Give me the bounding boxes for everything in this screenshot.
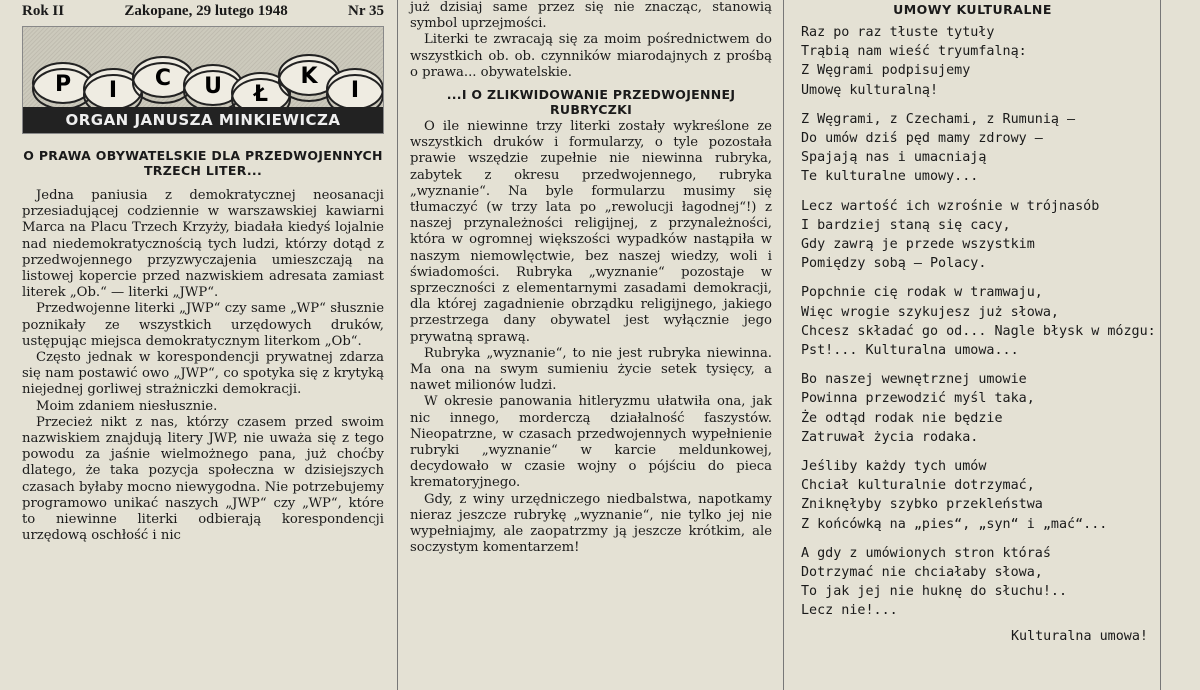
poem-line: Umowę kulturalną! <box>801 82 939 98</box>
poem-line: Więc wrogie szykujesz już słowa, <box>801 304 1059 320</box>
poem-line: Jeśliby każdy tych umów <box>801 459 987 475</box>
paragraph: Często jednak w korespondencji prywatnej zdarza się nam postawić owo „JWP“, co spotyka się z krytyką niejednej gorliwej strażniczki demokracji. <box>22 350 384 398</box>
title-letter: C <box>154 66 172 91</box>
paragraph: Przedwojenne literki „JWP“ czy same „WP“ słusznie poznikały ze wszystkich urzędowych druków, ustępując miejsca demokratycznym literkom „Ob“. <box>22 301 384 349</box>
paragraph: Literki te zwracają się za moim pośrednictwem do wszystkich ob. ob. czynników miarodajnych z prośbą o prawa... obywatelskie. <box>410 32 772 80</box>
poem-line: Te kulturalne umowy... <box>801 169 979 185</box>
paragraph: Moim zdaniem niesłusznie. <box>36 398 218 414</box>
poem-stanza <box>795 110 1150 187</box>
column-right <box>795 0 1156 646</box>
article-body <box>410 119 772 556</box>
issue-place-date: Zakopane, 29 lutego 1948 <box>124 3 288 19</box>
page-edge-rule <box>1160 0 1161 690</box>
paragraph: Jedna paniusia z demokratycznej neosanacji przesiadującej codziennie w warszawskiej kawiarni Marca na Placu Trzech Krzyży, biadała kiedyś lojalnie nad niedemokratycznością tych ludzi, którzy dotąd z przedwojennego przyzwyczajenia umieszczają na listowej kopercie przed nazwiskiem adresata zamiast literek „Ob.“ — literki „JWP“. <box>22 188 384 301</box>
column-rule <box>783 0 784 690</box>
issue-year: Rok II <box>22 3 65 19</box>
poem-line: Zniknęłyby szybko przekleństwa <box>801 497 1043 513</box>
title-letter: U <box>204 74 222 99</box>
poem-line: I bardziej staną się cacy, <box>801 217 1011 233</box>
poem-line: Spajają nas i umacniają <box>801 150 987 166</box>
masthead <box>22 26 384 134</box>
poem-line: Bo naszej wewnętrznej umowie <box>801 372 1027 388</box>
poem-stanza <box>795 457 1150 534</box>
poem-stanza <box>795 544 1150 621</box>
poem-line: Trąbią nam wieść tryumfalną: <box>801 44 1027 60</box>
poem-signature: Kulturalna umowa! <box>1010 628 1148 644</box>
poem <box>795 23 1156 621</box>
poem-stanza <box>795 197 1150 274</box>
poem-stanza <box>795 23 1150 100</box>
poem-line: Lecz wartość ich wzrośnie w trójnasób <box>801 198 1100 214</box>
poem-line: Z Węgrami podpisujemy <box>801 63 971 79</box>
poem-line: Z Węgrami, z Czechami, z Rumunią — <box>801 111 1076 127</box>
poem-line: Że odtąd rodak nie będzie <box>801 410 1003 426</box>
poem-line: To jak jej nie huknę do słuchu!.. <box>801 584 1068 600</box>
poem-line: Do umów dziś pęd mamy zdrowy — <box>801 131 1043 147</box>
title-letter: P <box>54 72 72 97</box>
title-letter: I <box>108 78 118 103</box>
title-letter: Ł <box>253 82 269 107</box>
poem-line: Chcesz składać go od... Nagle błysk w mózgu: <box>801 323 1156 339</box>
paragraph: W okresie panowania hitleryzmu ułatwiła ona, jak nic innego, morderczą działalność faszystów. Nieopatrzne, w czasach przedwojennych wypełnienie rubryki „wyznanie“ w karcie meldunkowej, decydowało w czasie wojny o pójściu do pieca krematoryjnego. <box>410 394 772 491</box>
poem-line: Z końcówką na „pies“, „syn“ i „mać“... <box>801 516 1108 532</box>
title-letter: I <box>350 78 360 103</box>
masthead-org-label: ORGAN JANUSZA MINKIEWICZA <box>23 107 383 133</box>
issue-number: Nr 35 <box>348 3 384 19</box>
poem-title: UMOWY KULTURALNE <box>893 2 1052 17</box>
paragraph: Gdy, z winy urzędniczego niedbalstwa, napotkamy nieraz jeszcze rubrykę „wyznanie“, nie tylko jej nie wypełniajmy, ale zaopatrzmy ją jeszcze krótkim, ale soczystym komentarzem! <box>410 491 772 556</box>
article-continuation <box>410 0 772 81</box>
column-left <box>22 0 384 544</box>
poem-stanza <box>795 370 1150 447</box>
poem-line: Zatruwał życia rodaka. <box>801 429 979 445</box>
paragraph: Przecież nikt z nas, którzy czasem przed swoim nazwiskiem znajdują litery JWP, nie uważa się z tego powodu za jaśnie wielmożnego pana, już choćby dlatego, że taka pozycja społeczna w dzisiejszych czasach byłaby mocno niewygodna. Nie potrzebujemy programowo unikać naszych „JWP“ czy „WP“, które to niewinne literki odbierają korespondencji urzędową oschłość i nic <box>22 414 384 544</box>
poem-line: Popchnie cię rodak w tramwaju, <box>801 285 1043 301</box>
poem-line: Pst!... Kulturalna umowa... <box>801 343 1019 359</box>
poem-line: Gdy zawrą je przede wszystkim <box>801 237 1035 253</box>
column-middle <box>410 0 772 557</box>
paragraph: już dzisiaj same przez się nie znacząc, stanowią symbol uprzejmości. <box>410 0 772 32</box>
article-heading: ...I O ZLIKWIDOWANIE PRZEDWOJENNEJ RUBRYCZKI <box>446 87 736 118</box>
issue-header <box>22 0 384 20</box>
poem-line: Raz po raz tłuste tytuły <box>801 25 995 40</box>
poem-line: Pomiędzy sobą — Polacy. <box>801 256 987 272</box>
title-letter: K <box>300 64 318 89</box>
poem-line: Powinna przewodzić myśl taka, <box>801 391 1035 407</box>
article-body <box>22 188 384 544</box>
poem-line: Chciał kulturalnie dotrzymać, <box>801 478 1035 494</box>
poem-line: Dotrzymać nie chciałaby słowa, <box>801 565 1043 581</box>
paragraph: Rubryka „wyznanie“, to nie jest rubryka niewinna. Ma ona na swym sumieniu życie setek tysięcy, a nawet milionów ludzi. <box>410 345 772 394</box>
column-rule <box>397 0 398 690</box>
article-heading: O PRAWA OBYWATELSKIE DLA PRZEDWOJENNYCH TRZECH LITER... <box>23 148 383 178</box>
paragraph: O ile niewinne trzy literki zostały wykreślone ze wszystkich druków i formularzy, o tyle pozostała prawie wszędzie zupełnie nie niewinna rubryka, zabytek z okresu przedwojennego, rubryka „wyznanie“. Na byle formularzu musimy się tłumaczyć (w trzy lata po „rewolucji łagodnej“!) z naszej przynależności religijnej, z przynależności, która w ogromnej większości wypadków nastąpiła w naszym niemowlęctwie, bez naszej wiedzy, woli i świadomości. Rubryka „wyznanie“ pozostaje w sprzeczności z elementarnymi zasadami demokracji, dla której zagadnienie obrządku religijnego, jakiego przestrzega dany obywatel jest wyłącznie jego prywatną sprawą. <box>410 119 772 345</box>
poem-line: Lecz nie!... <box>801 603 898 619</box>
poem-stanza <box>795 283 1156 360</box>
poem-line: A gdy z umówionych stron któraś <box>801 545 1051 561</box>
